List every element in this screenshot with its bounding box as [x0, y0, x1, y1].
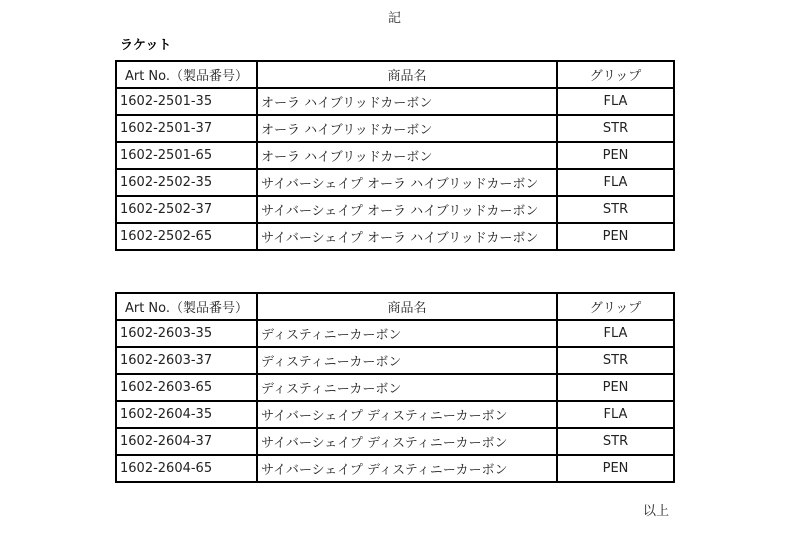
- grip-cell: FLA: [557, 169, 674, 196]
- closing-mark: 以上: [643, 504, 670, 519]
- grip-cell: PEN: [557, 142, 674, 169]
- product-name-cell: サイバーシェイプ ディスティニーカーボン: [257, 401, 557, 428]
- header-product-name: 商品名: [257, 293, 557, 320]
- product-name-cell: オーラ ハイブリッドカーボン: [257, 142, 557, 169]
- product-name-cell: ディスティニーカーボン: [257, 320, 557, 347]
- grip-cell: STR: [557, 347, 674, 374]
- grip-cell: FLA: [557, 88, 674, 115]
- table-row: [116, 401, 674, 428]
- product-name-cell: サイバーシェイプ ディスティニーカーボン: [257, 428, 557, 455]
- grip-cell: PEN: [557, 223, 674, 250]
- art-no-cell: 1602-2501-37: [116, 115, 257, 142]
- art-no-cell: 1602-2603-65: [116, 374, 257, 401]
- table-row: [116, 223, 674, 250]
- product-name-cell: サイバーシェイプ オーラ ハイブリッドカーボン: [257, 196, 557, 223]
- art-no-cell: 1602-2604-37: [116, 428, 257, 455]
- table-row: [116, 347, 674, 374]
- grip-cell: FLA: [557, 401, 674, 428]
- art-no-cell: 1602-2502-65: [116, 223, 257, 250]
- art-no-cell: 1602-2604-35: [116, 401, 257, 428]
- grip-cell: PEN: [557, 374, 674, 401]
- table-row: [116, 374, 674, 401]
- product-table-2: [115, 292, 675, 483]
- header-art-no: Art No.（製品番号）: [116, 293, 257, 320]
- grip-cell: STR: [557, 115, 674, 142]
- table-row: [116, 428, 674, 455]
- art-no-cell: 1602-2603-35: [116, 320, 257, 347]
- product-name-cell: オーラ ハイブリッドカーボン: [257, 115, 557, 142]
- product-name-cell: サイバーシェイプ オーラ ハイブリッドカーボン: [257, 223, 557, 250]
- grip-cell: STR: [557, 196, 674, 223]
- table-row: [116, 320, 674, 347]
- section-title: ラケット: [120, 38, 172, 53]
- art-no-cell: 1602-2604-65: [116, 455, 257, 482]
- table-row: [116, 142, 674, 169]
- product-name-cell: サイバーシェイプ ディスティニーカーボン: [257, 455, 557, 482]
- grip-cell: PEN: [557, 455, 674, 482]
- art-no-cell: 1602-2501-65: [116, 142, 257, 169]
- product-table-1: [115, 60, 675, 251]
- table-row: [116, 115, 674, 142]
- table-row: [116, 169, 674, 196]
- product-name-cell: ディスティニーカーボン: [257, 347, 557, 374]
- art-no-cell: 1602-2603-37: [116, 347, 257, 374]
- grip-cell: FLA: [557, 320, 674, 347]
- table-row: [116, 196, 674, 223]
- product-name-cell: サイバーシェイプ オーラ ハイブリッドカーボン: [257, 169, 557, 196]
- art-no-cell: 1602-2501-35: [116, 88, 257, 115]
- table-header-row: [116, 61, 674, 88]
- header-product-name: 商品名: [257, 61, 557, 88]
- header-art-no: Art No.（製品番号）: [116, 61, 257, 88]
- table-row: [116, 88, 674, 115]
- table-row: [116, 455, 674, 482]
- product-name-cell: オーラ ハイブリッドカーボン: [257, 88, 557, 115]
- table-header-row: [116, 293, 674, 320]
- art-no-cell: 1602-2502-35: [116, 169, 257, 196]
- header-grip: グリップ: [557, 293, 674, 320]
- grip-cell: STR: [557, 428, 674, 455]
- document-mark: 記: [387, 11, 401, 26]
- header-grip: グリップ: [557, 61, 674, 88]
- art-no-cell: 1602-2502-37: [116, 196, 257, 223]
- product-name-cell: ディスティニーカーボン: [257, 374, 557, 401]
